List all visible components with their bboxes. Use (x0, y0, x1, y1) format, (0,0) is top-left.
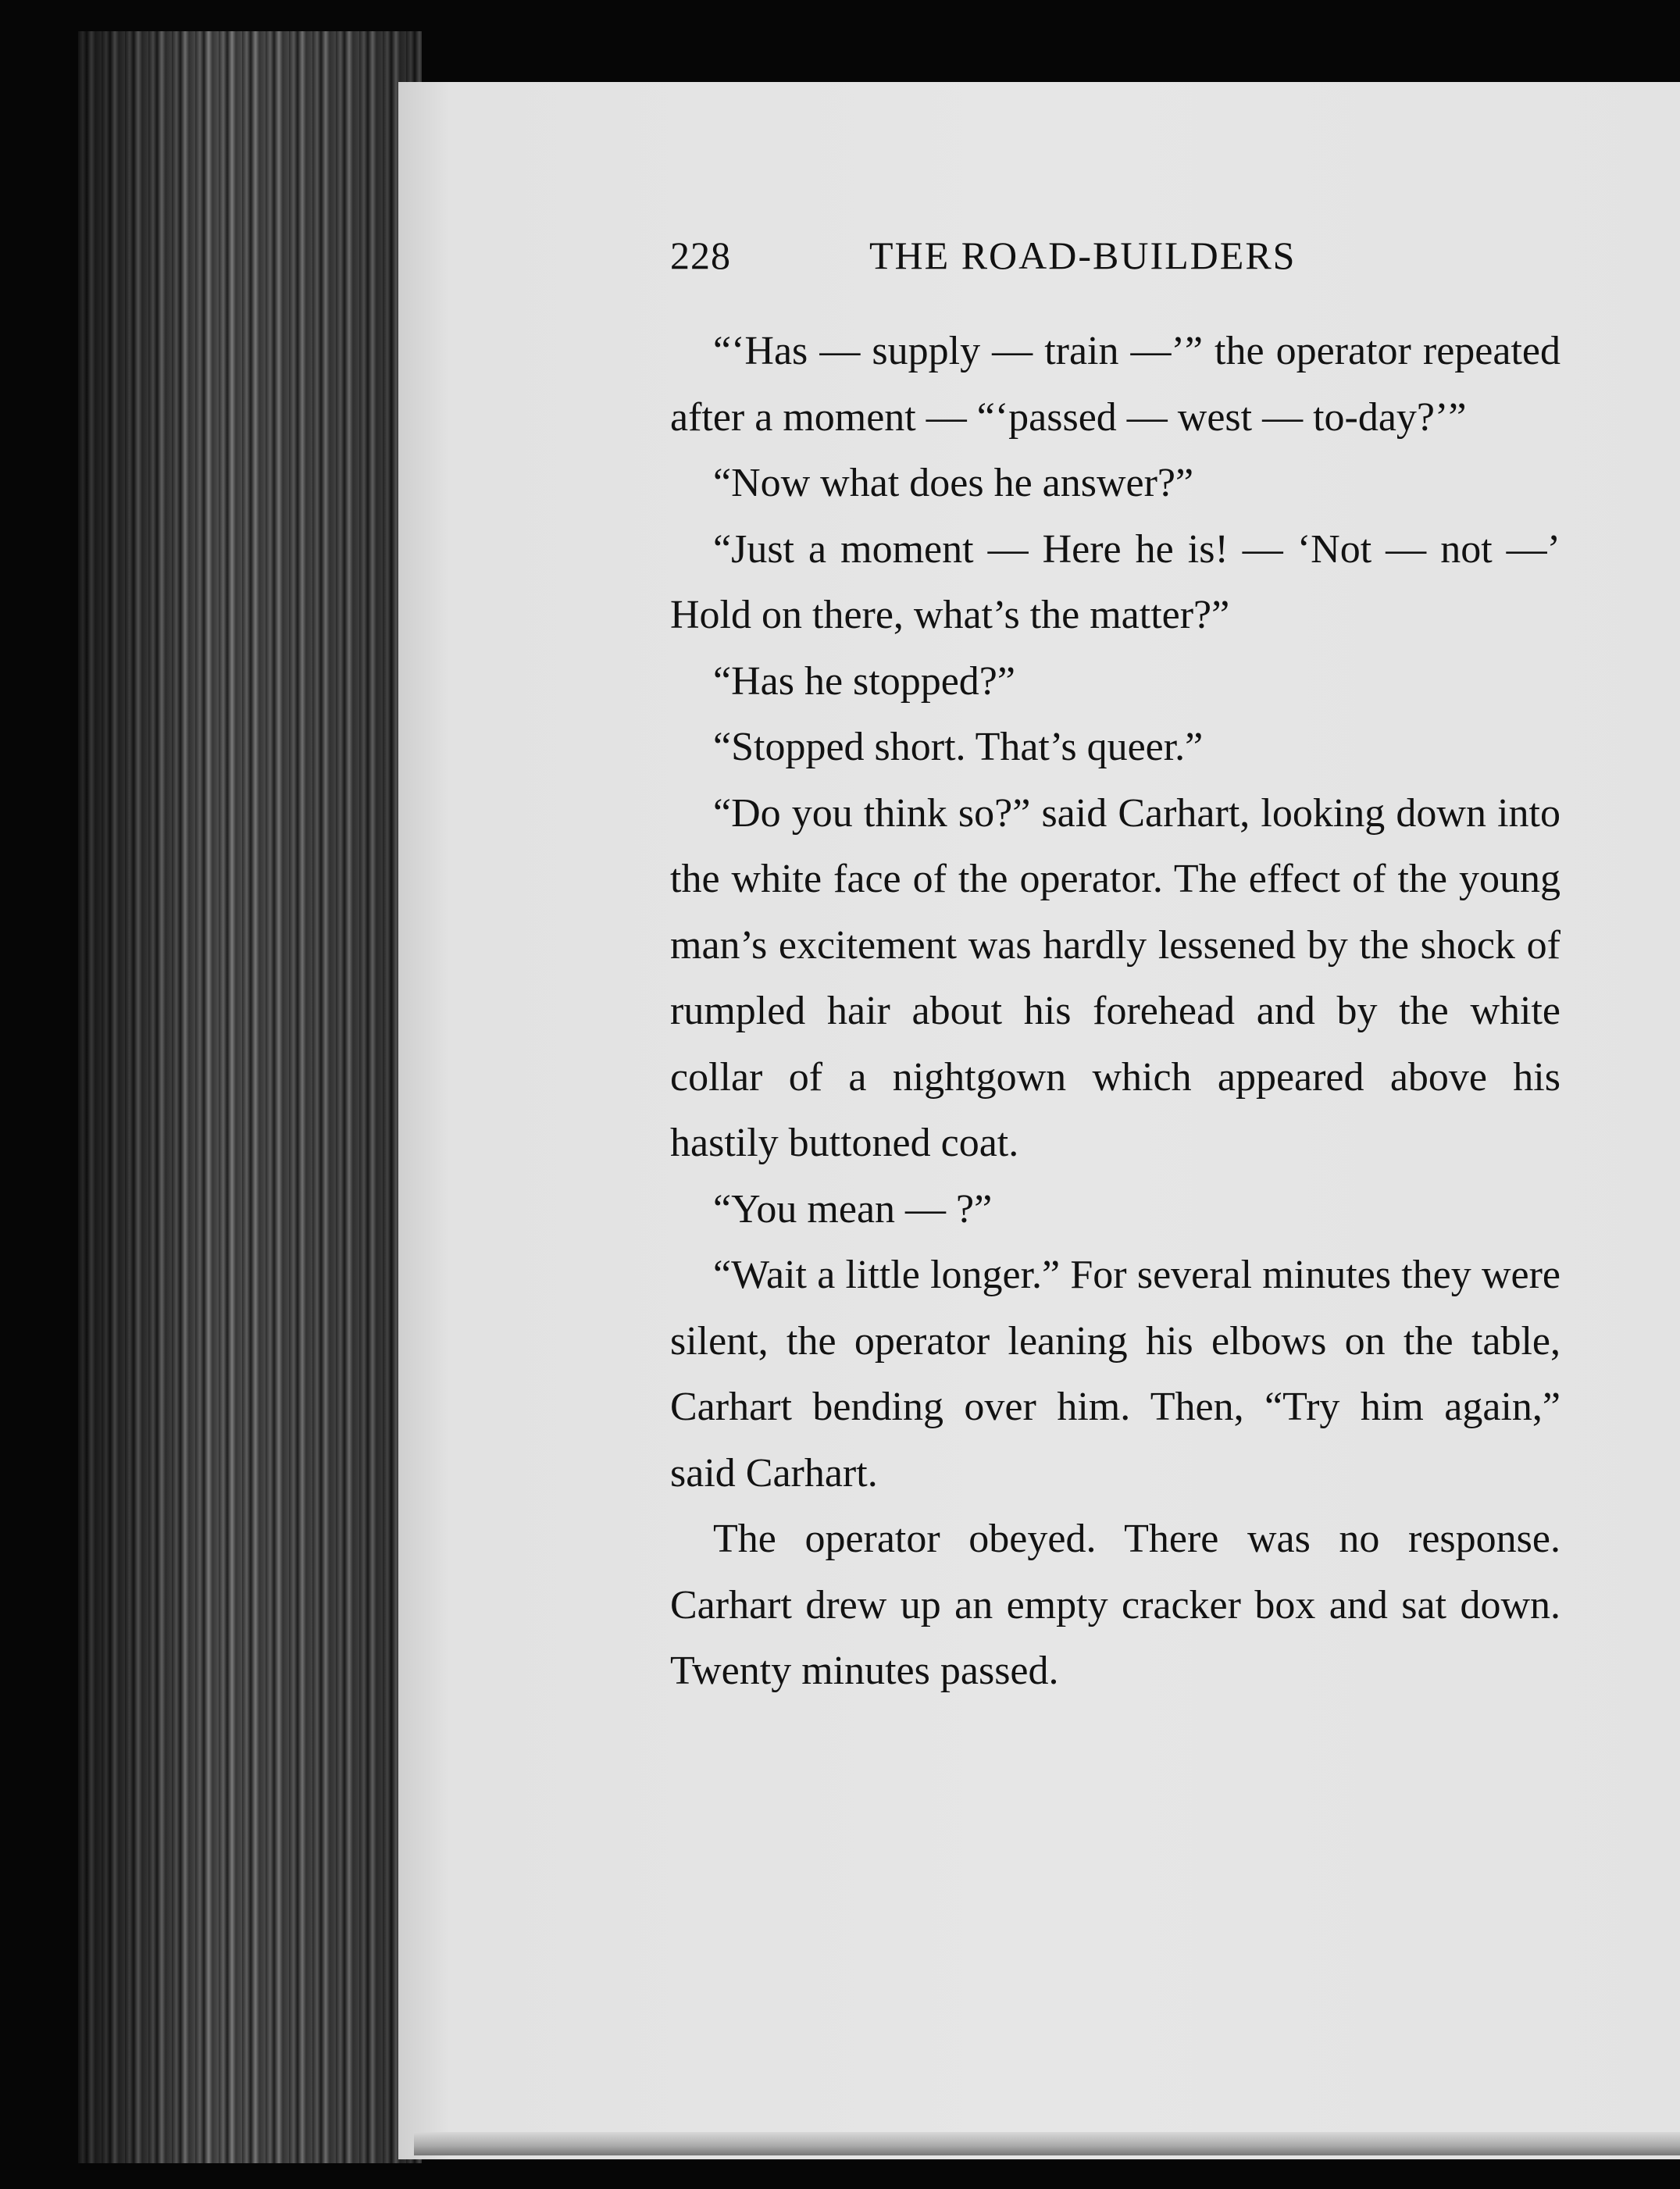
body-text (670, 319, 1561, 1705)
paragraph: “Just a moment — Here he is! — ‘Not — not —’ Hold on there, what’s the matter?” (670, 526, 1561, 637)
running-header (670, 233, 1568, 287)
running-title: THE ROAD-BUILDERS (869, 234, 1297, 277)
paragraph: “Do you think so?” said Carhart, looking down into the white face of the operator. The effect of the young man’s excitement was hardly lessened by the shock of rumpled hair about his forehead and by the white collar of a nightgown which appeared above his hastily buttoned coat. (670, 790, 1561, 1165)
paragraph: “‘Has — supply — train —’” the operator repeated after a moment — “‘passed — west — to-day?’” (670, 329, 1561, 440)
page-bottom-edge (414, 2132, 1680, 2155)
paragraph: “Now what does he answer?” (713, 461, 1194, 505)
paragraph: “You mean — ?” (713, 1186, 993, 1232)
paragraph: “Has he stopped?” (713, 658, 1015, 704)
paragraph: The operator obeyed. There was no response. Carhart drew up an empty cracker box and sat down. Twenty minutes passed. (670, 1517, 1561, 1693)
paragraph: “Stopped short. That’s queer.” (713, 725, 1204, 769)
paragraph: “Wait a little longer.” For several minutes they were silent, the operator leaning his elbows on the table, Carhart bending over him. Then, “Try him again,” said Carhart. (670, 1253, 1561, 1496)
page-number: 228 (670, 234, 731, 277)
book-edge-shadow (78, 31, 422, 2163)
